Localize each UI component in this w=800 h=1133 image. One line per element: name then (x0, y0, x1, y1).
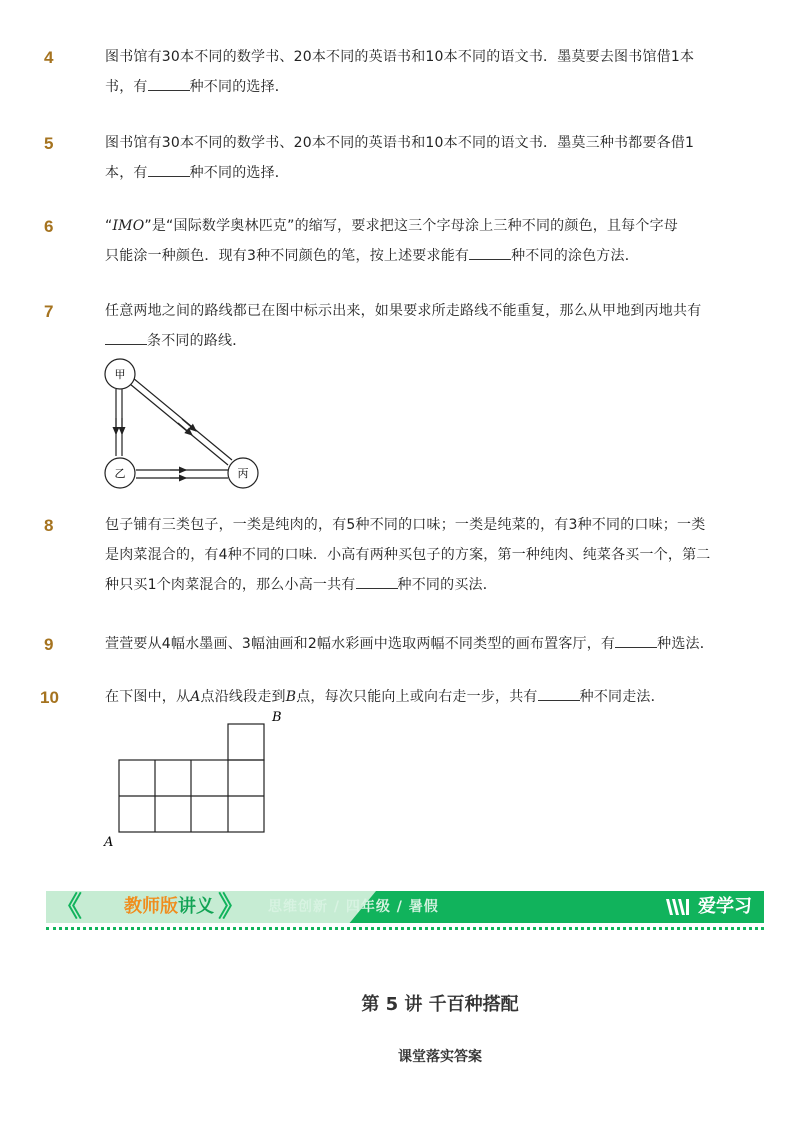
question-number: 10 (40, 688, 59, 707)
banner-title: 教师版讲义 (124, 896, 214, 917)
point-a-label: A (104, 835, 114, 850)
answer-blank[interactable] (469, 245, 511, 260)
brand-logo: 爱学习 (664, 891, 752, 923)
question-text: 任意两地之间的路线都已在图中标示出来，如果要求所走路线不能重复，那么从甲地到丙地共有 条不同的路线． (105, 303, 702, 349)
answer-blank[interactable] (105, 330, 147, 345)
answer-blank[interactable] (148, 162, 190, 177)
question-text: 图书馆有30本不同的数学书、20本不同的英语书和10本不同的语文书．墨莫要去图书馆借1本 书，有 种不同的选择． (105, 49, 695, 95)
node-label: 甲 (114, 368, 126, 381)
route-diagram (100, 358, 270, 490)
lecture-title: 第 5 讲 千百种搭配 (361, 994, 519, 1015)
answers-heading: 课堂落实答案 (398, 1049, 482, 1065)
chevron-left-icon: 《 (54, 890, 83, 923)
question-text: “IMO”是“国际数学奥林匹克”的缩写，要求把这三个字母涂上三种不同的颜色，且每个字母 只能涂一种颜色．现有3种不同颜色的笔，按上述要求能有 种不同的涂色方法． (105, 218, 678, 264)
answer-blank[interactable] (148, 76, 190, 91)
question-number: 5 (44, 134, 54, 153)
question-number: 7 (44, 302, 54, 321)
point-b-label: B (272, 710, 282, 725)
question-number: 9 (44, 635, 54, 654)
node-label: 乙 (114, 467, 126, 480)
question-number: 4 (44, 48, 54, 67)
banner-subtitle: 思维创新 / 四年级 / 暑假 (268, 899, 439, 915)
question-text: 在下图中，从A点沿线段走到B点，每次只能向上或向右走一步，共有 种不同走法． (105, 682, 745, 712)
answer-blank[interactable] (538, 686, 580, 701)
brand-mark-icon (664, 897, 694, 917)
divider (46, 927, 764, 930)
question-text: 萱萱要从4幅水墨画、3幅油画和2幅水彩画中选取两幅不同类型的画布置客厅，有 种选法． (105, 629, 745, 659)
answer-blank[interactable] (615, 633, 657, 648)
question-text: 图书馆有30本不同的数学书、20本不同的英语书和10本不同的语文书．墨莫三种书都要各借1 本，有 种不同的选择． (105, 135, 695, 181)
answer-blank[interactable] (356, 574, 398, 589)
question-text: 包子铺有三类包子，一类是纯肉的，有5种不同的口味；一类是纯菜的，有3种不同的口味；一类 是肉菜混合的，有4种不同的口味．小高有两种买包子的方案，第一种纯肉、纯菜各买一个，第二 种只买1个肉菜混合的，那么小高一共有 种不同的买法． (105, 517, 711, 593)
grid-lines (119, 724, 264, 832)
question-number: 8 (44, 516, 54, 535)
header-banner (46, 891, 764, 923)
chevron-right-icon: 》 (218, 890, 247, 923)
question-number: 6 (44, 217, 54, 236)
node-label: 丙 (237, 467, 249, 480)
grid-diagram (100, 705, 300, 855)
